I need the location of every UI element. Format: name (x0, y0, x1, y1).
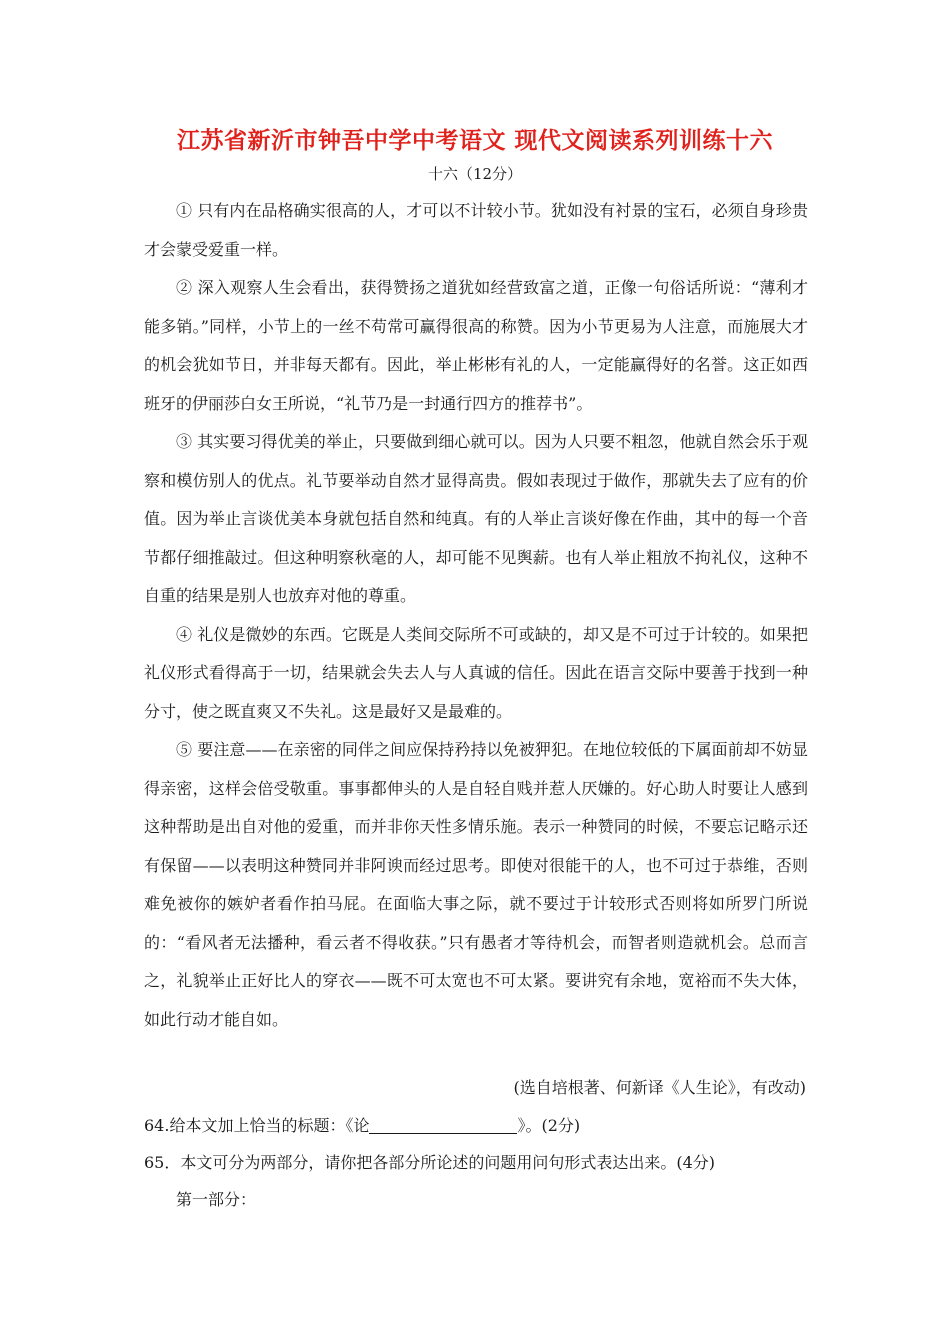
article-body (144, 192, 808, 1039)
paragraph-5: ⑤ 要注意——在亲密的同伴之间应保持矜持以免被狎犯。在地位较低的下属面前却不妨显得亲密，这样会倍受敬重。事事都伸头的人是自轻自贱并惹人厌嫌的。好心助人时要让人感到这种帮助是出自对他的爱重，而并非你天性多情乐施。表示一种赞同的时候，不要忘记略示还有保留——以表明这种赞同并非阿谀而经过思考。即使对很能干的人，也不可过于恭维，否则难免被你的嫉妒者看作拍马屁。在面临大事之际，就不要过于计较形式否则将如所罗门所说的：“看风者无法播种，看云者不得收获。”只有愚者才等待机会，而智者则造就机会。总而言之，礼貌举止正好比人的穿衣——既不可太宽也不可太紧。要讲究有余地，宽裕而不失大体，如此行动才能自如。 (144, 740, 808, 1029)
source-citation: (选自培根著、何新译《人生论》，有改动) (513, 1078, 806, 1097)
paragraph-2: ② 深入观察人生会看出，获得赞扬之道犹如经营致富之道，正像一句俗话所说：“薄利才能多销。”同样，小节上的一丝不苟常可赢得很高的称赞。因为小节更易为人注意，而施展大才的机会犹如节日，并非每天都有。因此，举止彬彬有礼的人，一定能赢得好的名誉。这正如西班牙的伊丽莎白女王所说，“礼节乃是一封通行四方的推荐书”。 (144, 278, 808, 413)
paragraph-4: ④ 礼仪是微妙的东西。它既是人类间交际所不可或缺的，却又是不可过于计较的。如果把礼仪形式看得高于一切，结果就会失去人与人真诚的信任。因此在语言交际中要善于找到一种分寸，使之既直爽又不失礼。这是最好又是最难的。 (144, 624, 808, 721)
section-score: 十六（12分） (427, 165, 523, 183)
question-64-prompt: 64.给本文加上恰当的标题：《论 (144, 1116, 370, 1135)
paragraph-1: ① 只有内在品格确实很高的人，才可以不计较小节。犹如没有衬景的宝石，必须自身珍贵才会蒙受爱重一样。 (144, 201, 808, 259)
question-65: 65．本文可分为两部分，请你把各部分所论述的问题用问句形式表达出来。(4分) (144, 1153, 716, 1172)
paragraph-3: ③ 其实要习得优美的举止，只要做到细心就可以。因为人只要不粗忽，他就自然会乐于观察和模仿别人的优点。礼节要举动自然才显得高贵。假如表现过于做作，那就失去了应有的价值。因为举止言谈优美本身就包括自然和纯真。有的人举止言谈好像在作曲，其中的每一个音节都仔细推敲过。但这种明察秋毫的人，却可能不见舆薪。也有人举止粗放不拘礼仪，这种不自重的结果是别人也放弃对他的尊重。 (144, 432, 808, 605)
question-64 (144, 1113, 580, 1136)
part-1-label: 第一部分： (176, 1190, 257, 1209)
question-64-suffix: 》。(2分) (517, 1116, 581, 1135)
title-answer-blank[interactable] (369, 1117, 517, 1134)
document-title: 江苏省新沂市钟吾中学中考语文 现代文阅读系列训练十六 (176, 128, 773, 154)
